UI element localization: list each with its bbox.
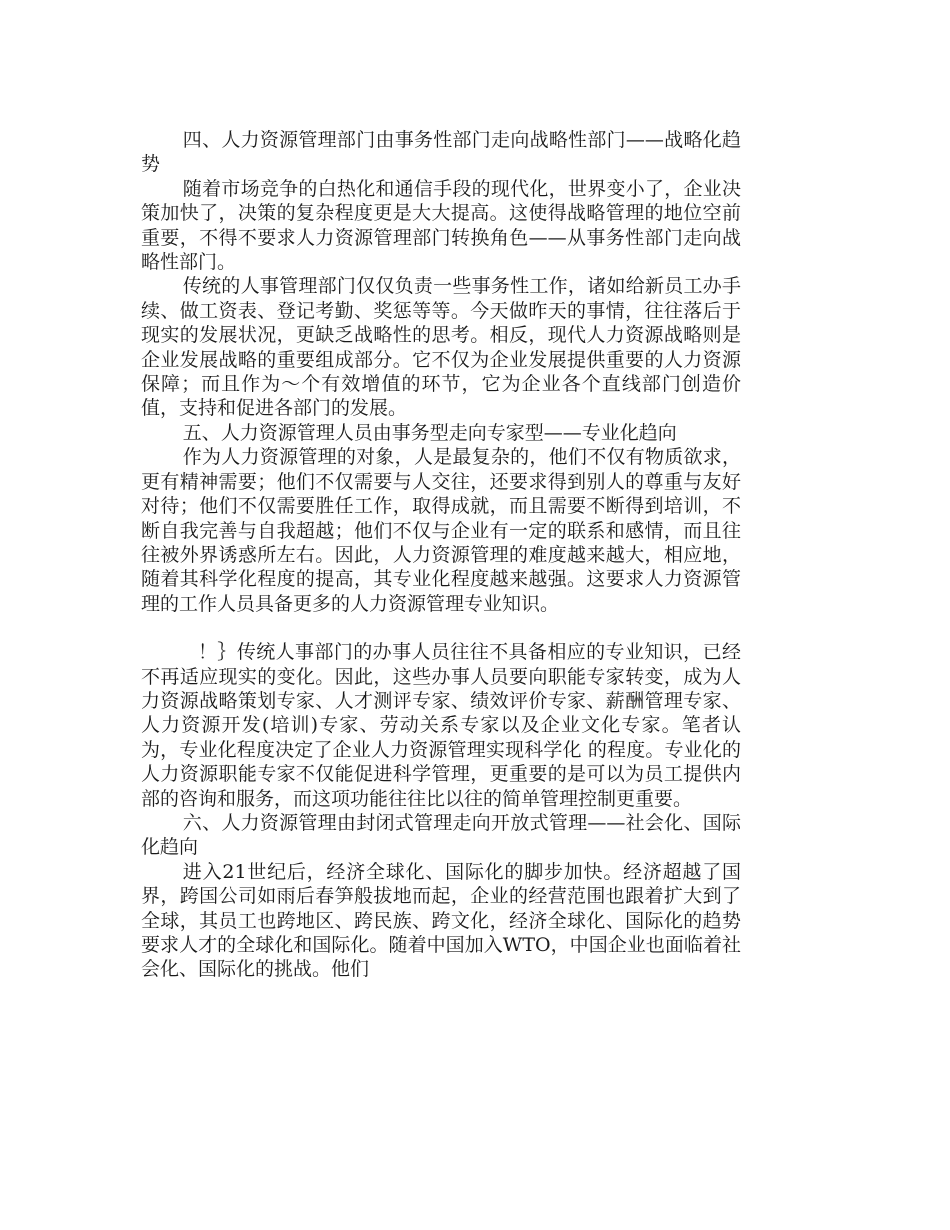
paragraph: 随着市场竞争的白热化和通信手段的现代化，世界变小了，企业决策加快了，决策的复杂程度更是大大提高。这使得战略管理的地位空前重要，不得不要求人力资源管理部门转换角色——从事务性部门走向战略性部门。 (141, 177, 741, 274)
section-heading-four: 四、人力资源管理部门由事务性部门走向战略性部门——战略化趋势 (141, 129, 741, 176)
section-heading-five: 五、人力资源管理人员由事务型走向专家型——专业化趋向 (182, 421, 677, 444)
paragraph: 进入21世纪后，经济全球化、国际化的脚步加快。经济超越了国界，跨国公司如雨后春笋般拔地而起，企业的经营范围也跟着扩大到了全球，其员工也跨地区、跨民族、跨文化，经济全球化、国际化的趋势要求人才的全球化和国际化。随着中国加入WTO，中国企业也面临着社会化、国际化的挑战。他们 (141, 860, 741, 981)
document-body (141, 128, 741, 982)
paragraph: ！｝传统人事部门的办事人员往往不具备相应的专业知识，已经不再适应现实的变化。因此，这些办事人员要向职能专家转变，成为人力资源战略策划专家、人才测评专家、绩效评价专家、薪酬管理专家、人力资源开发(培训)专家、劳动关系专家以及企业文化专家。笔者认为，专业化程度决定了企业人力资源管理实现科学化 的程度。专业化的人力资源职能专家不仅能促进科学管理，更重要的是可以为员工提供内部的咨询和服务，而这项功能往往比以往的简单管理控制更重要。 (141, 641, 741, 810)
section-heading-six: 六、人力资源管理由封闭式管理走向开放式管理——社会化、国际化趋向 (141, 811, 741, 859)
paragraph: 传统的人事管理部门仅仅负责一些事务性工作，诸如给新员工办手续、做工资表、登记考勤、奖惩等等。今天做昨天的事情，往往落后于现实的发展状况，更缺乏战略性的思考。相反，现代人力资源战略则是企业发展战略的重要组成部分。它不仅为企业发展提供重要的人力资源保障；而且作为～个有效增值的环节，它为企业各个直线部门创造价值，支持和促进各部门的发展。 (141, 275, 741, 420)
paragraph: 作为人力资源管理的对象，人是最复杂的，他们不仅有物质欲求，更有精神需要；他们不仅需要与人交往，还要求得到别人的尊重与友好对待；他们不仅需要胜任工作，取得成就，而且需要不断得到培训，不断自我完善与自我超越；他们不仅与企业有一定的联系和感情，而且往往被外界诱惑所左右。因此，人力资源管理的难度越来越大，相应地，随着其科学化程度的提高，其专业化程度越来越强。这要求人力资源管理的工作人员具备更多的人力资源管理专业知识。 (141, 446, 741, 615)
